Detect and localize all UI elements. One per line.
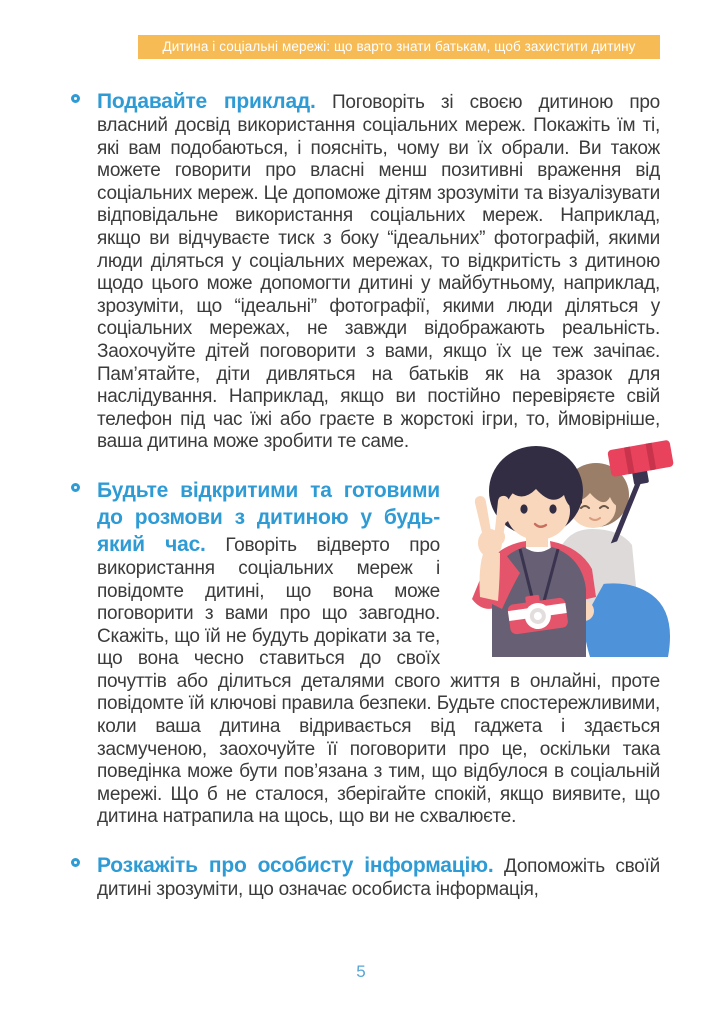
paragraph-heading: Будьте відкритими та готовими до розмови з дитиною у будь-який час. bbox=[97, 478, 440, 556]
phone bbox=[607, 440, 674, 478]
paragraph-heading: Розкажіть про особисту інформацію. bbox=[97, 854, 494, 878]
bullet-ring-icon bbox=[71, 94, 80, 103]
selfie-illustration bbox=[454, 439, 660, 651]
bullet-item-be-open bbox=[97, 477, 660, 829]
page-number: 5 bbox=[356, 962, 366, 981]
paragraph bbox=[97, 88, 660, 454]
teens-taking-selfie-illustration bbox=[440, 437, 680, 657]
header-banner bbox=[138, 35, 660, 59]
page-content bbox=[97, 88, 660, 925]
paragraph-body: Поговоріть зі своєю дитиною про власний досвід використання соціальних мереж. Покажіть їм ті, які вам подобаються, і поясніть, чому ви їх обрали. Ви також можете говорити про власні менш позитивні враження від соціальних мереж. Це допоможе дітям зрозуміти та візуалізувати відповідальне використання соціальних мереж. Наприклад, якщо ви відчуваєте тиск з боку “ідеальних” фотографій, якими люди діляться у соціальних мережах, то відкритість з дитиною щодо цього може допомогти дитині у майбутньому, наприклад, зрозуміти, що “ідеальні” фотографії, якими люди діляться у соціальних мережах, не завжди відображають реальність. Заохочуйте дітей поговорити з вами, якщо їх це теж зачіпає. Пам’ятайте, діти дивляться на батьків як на зразок для наслідування. Наприклад, якщо ви постійно перевіряєте свій телефон під час їжі або граєте в жорстокі ігри, то, ймовірніше, ваша дитина може зробити те саме. bbox=[97, 92, 661, 453]
bullet-ring-icon bbox=[71, 858, 80, 867]
paragraph bbox=[97, 852, 660, 902]
bullet-ring-icon bbox=[71, 483, 80, 492]
bullet-item-lead-by-example bbox=[97, 88, 660, 454]
paragraph-body: Говоріть відверто про використання соціальних мереж і повідомте дитині, що вона може поговорити з вами про що завгодно. Скажіть, що їй не будуть дорікати за те, що вона чесно ставиться до своїх почуттів або ділиться деталями свого життя в онлайні, проте повідомте їй ключові правила безпеки. Будьте спостережливими, коли ваша дитина відривається від гаджета і здається засмученою, заохочуйте її поговорити про це, оскільки така поведінка може бути пов’язана з тим, що відбулося в соціальній мережі. Що б не сталося, зберігайте спокій, якщо виявите, що дитина натрапила на щось, що ви не схвалюєте. bbox=[97, 534, 660, 828]
header-banner-text: Дитина і соціальні мережі: що варто знати батькам, щоб захистити дитину bbox=[162, 39, 636, 54]
paragraph-body: Допоможіть своїй дитині зрозуміти, що означає особиста інформація, bbox=[97, 856, 660, 901]
paragraph-heading: Подавайте приклад. bbox=[97, 90, 316, 113]
bullet-item-personal-info bbox=[97, 852, 660, 902]
